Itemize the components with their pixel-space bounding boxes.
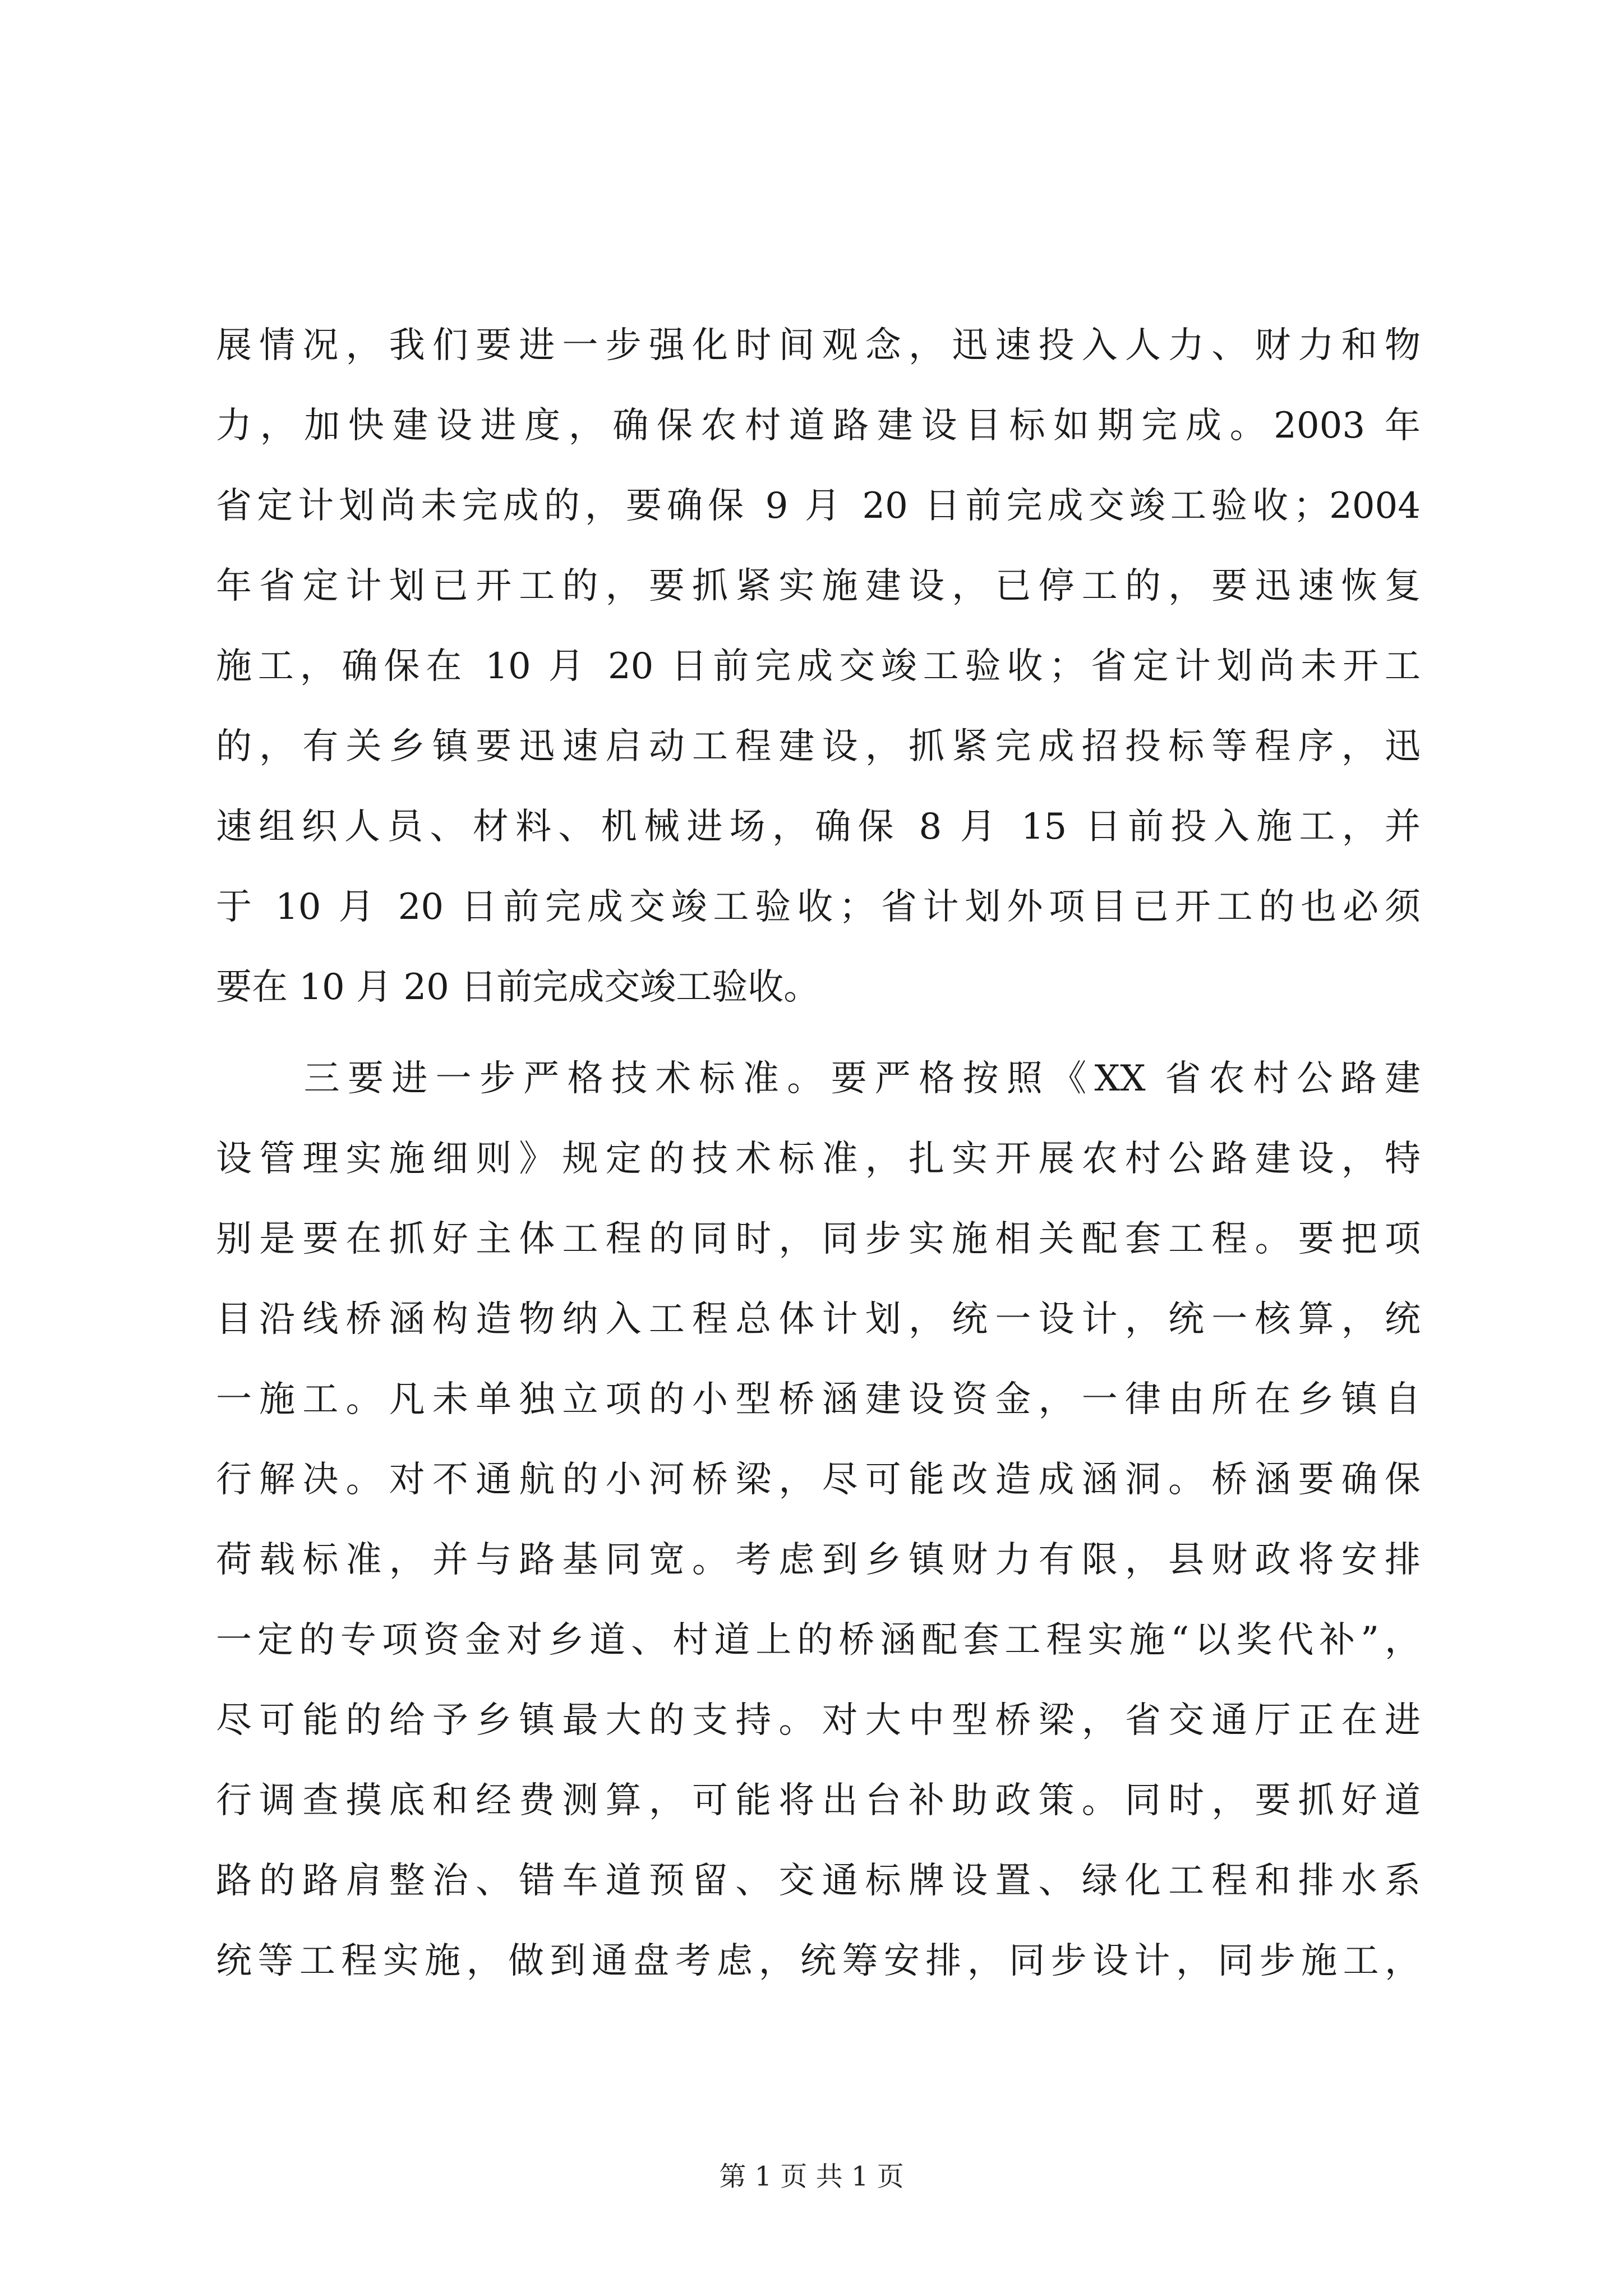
text-line: 目沿线桥涵构造物纳入工程总体计划，统一设计，统一核算，统 <box>216 1299 1421 1340</box>
text-line: 速组织人员、材料、机械进场，确保 8 月 15 日前投入施工，并 <box>216 806 1421 848</box>
text-line: 一定的专项资金对乡道、村道上的桥涵配套工程实施“以奖代补”， <box>216 1619 1421 1661</box>
paragraph-start-line: 三要进一步严格技术标准。要严格按照《XX 省农村公路建 <box>216 1058 1421 1099</box>
text-line: 荷载标准，并与路基同宽。考虑到乡镇财力有限，县财政将安排 <box>216 1539 1421 1581</box>
text-line: 展情况，我们要进一步强化时间观念，迅速投入人力、财力和物 <box>216 325 1421 366</box>
text-line: 行解决。对不通航的小河桥梁，尽可能改造成涵洞。桥涵要确保 <box>216 1459 1421 1501</box>
body-text <box>216 306 1421 2001</box>
text-line: 省定计划尚未完成的，要确保 9 月 20 日前完成交竣工验收；2004 <box>216 485 1421 527</box>
text-line: 一施工。凡未单独立项的小型桥涵建设资金，一律由所在乡镇自 <box>216 1379 1421 1420</box>
page-footer: 第 1 页 共 1 页 <box>719 2161 904 2192</box>
text-line: 施工，确保在 10 月 20 日前完成交竣工验收；省定计划尚未开工 <box>216 646 1421 687</box>
text-line: 别是要在抓好主体工程的同时，同步实施相关配套工程。要把项 <box>216 1218 1421 1260</box>
text-line: 设管理实施细则》规定的技术标准，扎实开展农村公路建设，特 <box>216 1138 1421 1180</box>
text-line: 统等工程实施，做到通盘考虑，统筹安排，同步设计，同步施工， <box>216 1940 1421 1982</box>
text-line: 路的路肩整治、错车道预留、交通标牌设置、绿化工程和排水系 <box>216 1860 1421 1902</box>
text-line: 尽可能的给予乡镇最大的支持。对大中型桥梁，省交通厅正在进 <box>216 1700 1421 1741</box>
text-line: 要在 10 月 20 日前完成交竣工验收。 <box>216 967 820 1008</box>
text-line: 于 10 月 20 日前完成交竣工验收；省计划外项目已开工的也必须 <box>216 886 1421 928</box>
text-line: 行调查摸底和经费测算，可能将出台补助政策。同时，要抓好道 <box>216 1780 1421 1821</box>
text-line: 力，加快建设进度，确保农村道路建设目标如期完成。2003 年 <box>216 405 1421 447</box>
text-line: 年省定计划已开工的，要抓紧实施建设，已停工的，要迅速恢复 <box>216 565 1421 607</box>
text-line: 的，有关乡镇要迅速启动工程建设，抓紧完成招投标等程序，迅 <box>216 726 1421 767</box>
